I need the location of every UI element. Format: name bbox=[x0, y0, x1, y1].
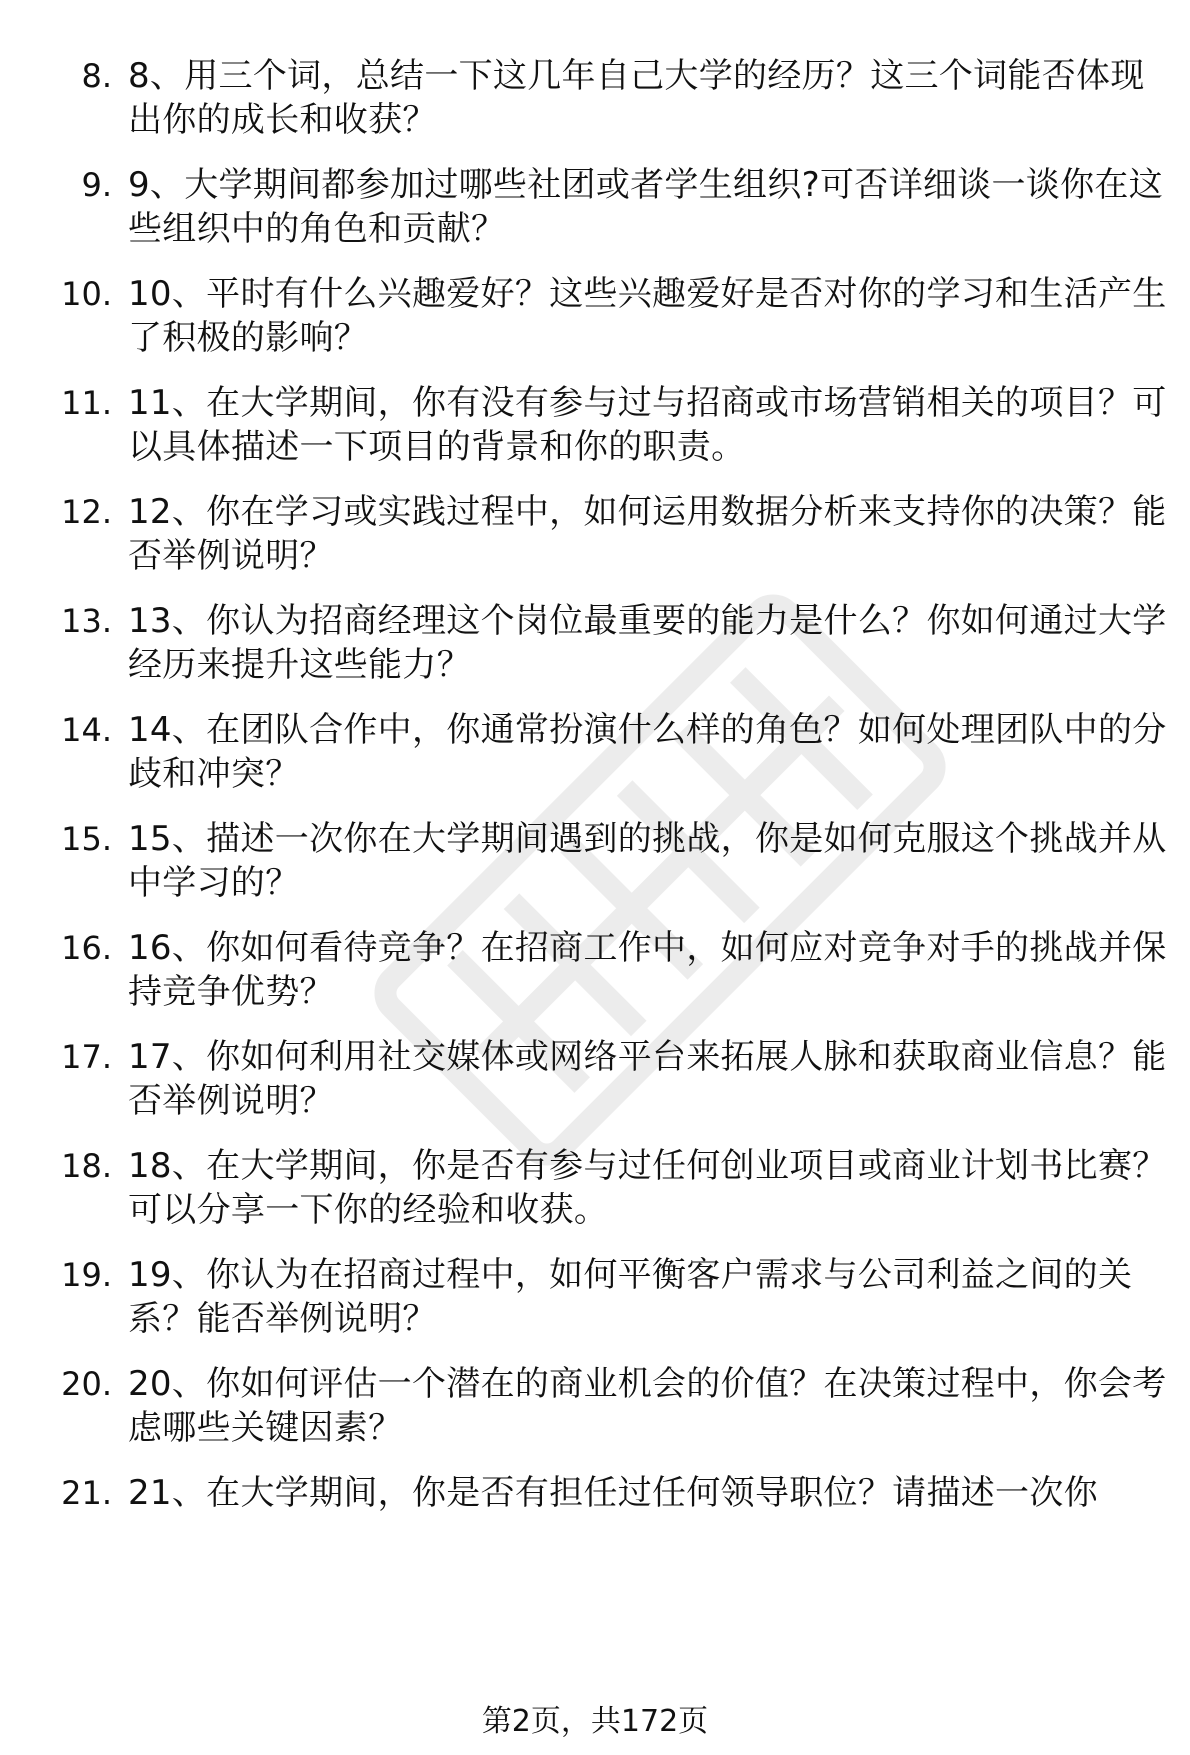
item-text: 18、在大学期间，你是否有参与过任何创业项目或商业计划书比赛？可以分享一下你的经验和收获。 bbox=[128, 1146, 1167, 1230]
list-item bbox=[0, 490, 1190, 600]
item-number: 10. bbox=[61, 275, 112, 313]
item-text: 13、你认为招商经理这个岗位最重要的能力是什么？你如何通过大学经历来提升这些能力？ bbox=[128, 601, 1167, 685]
list-item bbox=[0, 1035, 1190, 1145]
list-item bbox=[0, 163, 1190, 273]
item-number: 20. bbox=[61, 1365, 112, 1403]
item-text: 14、在团队合作中，你通常扮演什么样的角色？如何处理团队中的分歧和冲突？ bbox=[128, 710, 1167, 794]
list-item bbox=[0, 1144, 1190, 1254]
list-item bbox=[0, 926, 1190, 1036]
item-number: 18. bbox=[61, 1147, 112, 1185]
list-item bbox=[0, 272, 1190, 382]
list-item bbox=[0, 1471, 1190, 1531]
item-text: 15、描述一次你在大学期间遇到的挑战，你是如何克服这个挑战并从中学习的？ bbox=[128, 819, 1167, 903]
item-text: 12、你在学习或实践过程中，如何运用数据分析来支持你的决策？能否举例说明？ bbox=[128, 492, 1167, 576]
list-item bbox=[0, 817, 1190, 927]
item-text: 9、大学期间都参加过哪些社团或者学生组织?可否详细谈一谈你在这些组织中的角色和贡献？ bbox=[128, 165, 1163, 249]
item-text: 11、在大学期间，你有没有参与过与招商或市场营销相关的项目？可以具体描述一下项目的背景和你的职责。 bbox=[128, 383, 1167, 467]
list-item bbox=[0, 1362, 1190, 1472]
item-number: 14. bbox=[61, 711, 112, 749]
item-number: 9. bbox=[81, 166, 112, 204]
item-number: 16. bbox=[61, 929, 112, 967]
list-item bbox=[0, 1253, 1190, 1363]
item-number: 8. bbox=[81, 57, 112, 95]
item-text: 10、平时有什么兴趣爱好？这些兴趣爱好是否对你的学习和生活产生了积极的影响？ bbox=[128, 274, 1167, 358]
item-number: 11. bbox=[61, 384, 112, 422]
item-text: 20、你如何评估一个潜在的商业机会的价值？在决策过程中，你会考虑哪些关键因素？ bbox=[128, 1364, 1167, 1448]
item-text: 21、在大学期间，你是否有担任过任何领导职位？请描述一次你 bbox=[128, 1473, 1098, 1513]
item-number: 17. bbox=[61, 1038, 112, 1076]
item-number: 15. bbox=[61, 820, 112, 858]
page-footer: 第2页，共172页 bbox=[481, 1704, 709, 1739]
list-item bbox=[0, 54, 1190, 164]
item-number: 21. bbox=[61, 1474, 112, 1512]
item-text: 8、用三个词，总结一下这几年自己大学的经历？这三个词能否体现出你的成长和收获？ bbox=[128, 56, 1145, 140]
item-number: 13. bbox=[61, 602, 112, 640]
list-item bbox=[0, 381, 1190, 491]
item-number: 19. bbox=[61, 1256, 112, 1294]
item-number: 12. bbox=[61, 493, 112, 531]
list-item bbox=[0, 708, 1190, 818]
list-item bbox=[0, 599, 1190, 709]
item-text: 16、你如何看待竞争？在招商工作中，如何应对竞争对手的挑战并保持竞争优势？ bbox=[128, 928, 1167, 1012]
item-text: 19、你认为在招商过程中，如何平衡客户需求与公司利益之间的关系？能否举例说明？ bbox=[128, 1255, 1133, 1339]
item-text: 17、你如何利用社交媒体或网络平台来拓展人脉和获取商业信息？能否举例说明？ bbox=[128, 1037, 1167, 1121]
